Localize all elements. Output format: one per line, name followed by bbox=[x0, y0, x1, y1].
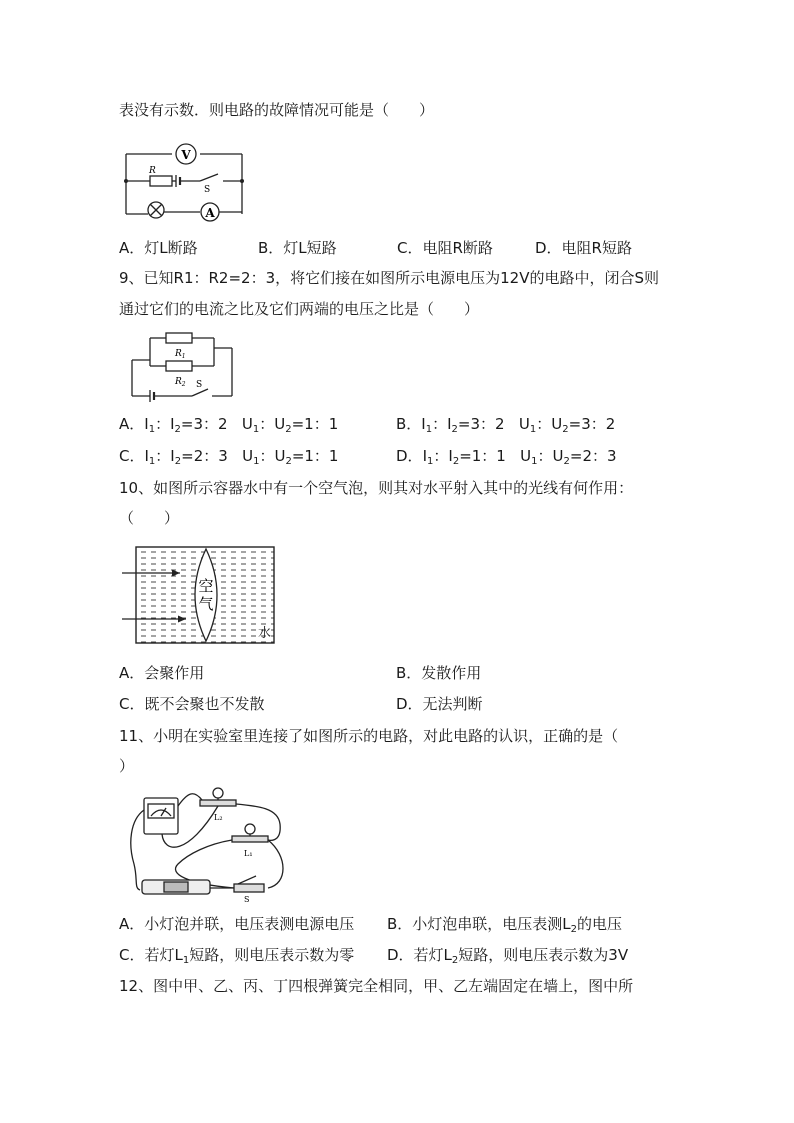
q11-lab-circuit-figure bbox=[128, 784, 290, 904]
q8-option-c: C．电阻R断路 bbox=[397, 239, 493, 257]
question-10-stem-line2: （ ） bbox=[119, 509, 180, 527]
q11-option-c: C．若灯$L_1$短路，则电压表示数为零 bbox=[119, 946, 355, 966]
r1-label: $R_1$ bbox=[175, 349, 186, 360]
air-label-2: 气 bbox=[198, 595, 214, 613]
q10-option-c: C．既不会聚也不发散 bbox=[119, 695, 265, 713]
air-label-1: 空 bbox=[198, 577, 214, 595]
water-label: 水 bbox=[258, 626, 272, 641]
q9-option-c: C．$I_1$：$I_2=2$：3 $U_1$：$U_2=1$：1 bbox=[119, 447, 339, 467]
ammeter-label: A bbox=[205, 206, 215, 220]
l2-label: L₂ bbox=[214, 813, 223, 822]
r2-label: $R_2$ bbox=[175, 377, 186, 388]
question-9-stem-line1: 9、已知R1：R2=2：3，将它们接在如图所示电源电压为12V的电路中，闭合S则 bbox=[119, 269, 660, 287]
q9-circuit-figure bbox=[122, 326, 240, 402]
q8-option-a: A．灯L断路 bbox=[119, 239, 198, 257]
q9-option-b: B．$I_1$：$I_2=3$：2 $U_1$：$U_2=3$：2 bbox=[396, 415, 616, 435]
voltmeter-label: V bbox=[181, 148, 191, 162]
q8-option-b: B．灯L短路 bbox=[258, 239, 337, 257]
question-10-stem-line1: 10、如图所示容器水中有一个空气泡，则其对水平射入其中的光线有何作用： bbox=[119, 479, 634, 497]
question-9-stem-line2: 通过它们的电流之比及它们两端的电压之比是（ ） bbox=[119, 300, 480, 318]
question-11-stem-line2: ） bbox=[119, 757, 135, 775]
question-8-stem-tail: 表没有示数．则电路的故障情况可能是（ ） bbox=[119, 101, 435, 119]
q10-option-a: A．会聚作用 bbox=[119, 664, 205, 682]
switch-label: S bbox=[196, 380, 203, 390]
q10-option-d: D．无法判断 bbox=[396, 695, 483, 713]
resistor-label: R bbox=[149, 166, 156, 176]
q10-option-b: B．发散作用 bbox=[396, 664, 482, 682]
q11-option-a: A．小灯泡并联，电压表测电源电压 bbox=[119, 915, 355, 933]
switch-label: S bbox=[204, 185, 211, 195]
q11-option-b: B．小灯泡串联，电压表测$L_2$的电压 bbox=[387, 915, 623, 935]
question-12-stem-line1: 12、图中甲、乙、丙、丁四根弹簧完全相同，甲、乙左端固定在墙上，图中所 bbox=[119, 977, 634, 995]
q8-option-d: D．电阻R短路 bbox=[535, 239, 632, 257]
q10-air-bubble-figure bbox=[120, 543, 278, 647]
l1-label: L₁ bbox=[244, 849, 253, 858]
question-11-stem-line1: 11、小明在实验室里连接了如图所示的电路，对此电路的认识，正确的是（ bbox=[119, 727, 619, 745]
q8-circuit-figure bbox=[120, 140, 250, 224]
q11-option-d: D．若灯$L_2$短路，则电压表示数为3V bbox=[387, 946, 629, 966]
switch-label: S bbox=[244, 895, 250, 904]
q9-option-d: D．$I_1$：$I_2=1$：1 $U_1$：$U_2=2$：3 bbox=[396, 447, 617, 467]
q9-option-a: A．$I_1$：$I_2=3$：2 $U_1$：$U_2=1$：1 bbox=[119, 415, 339, 435]
